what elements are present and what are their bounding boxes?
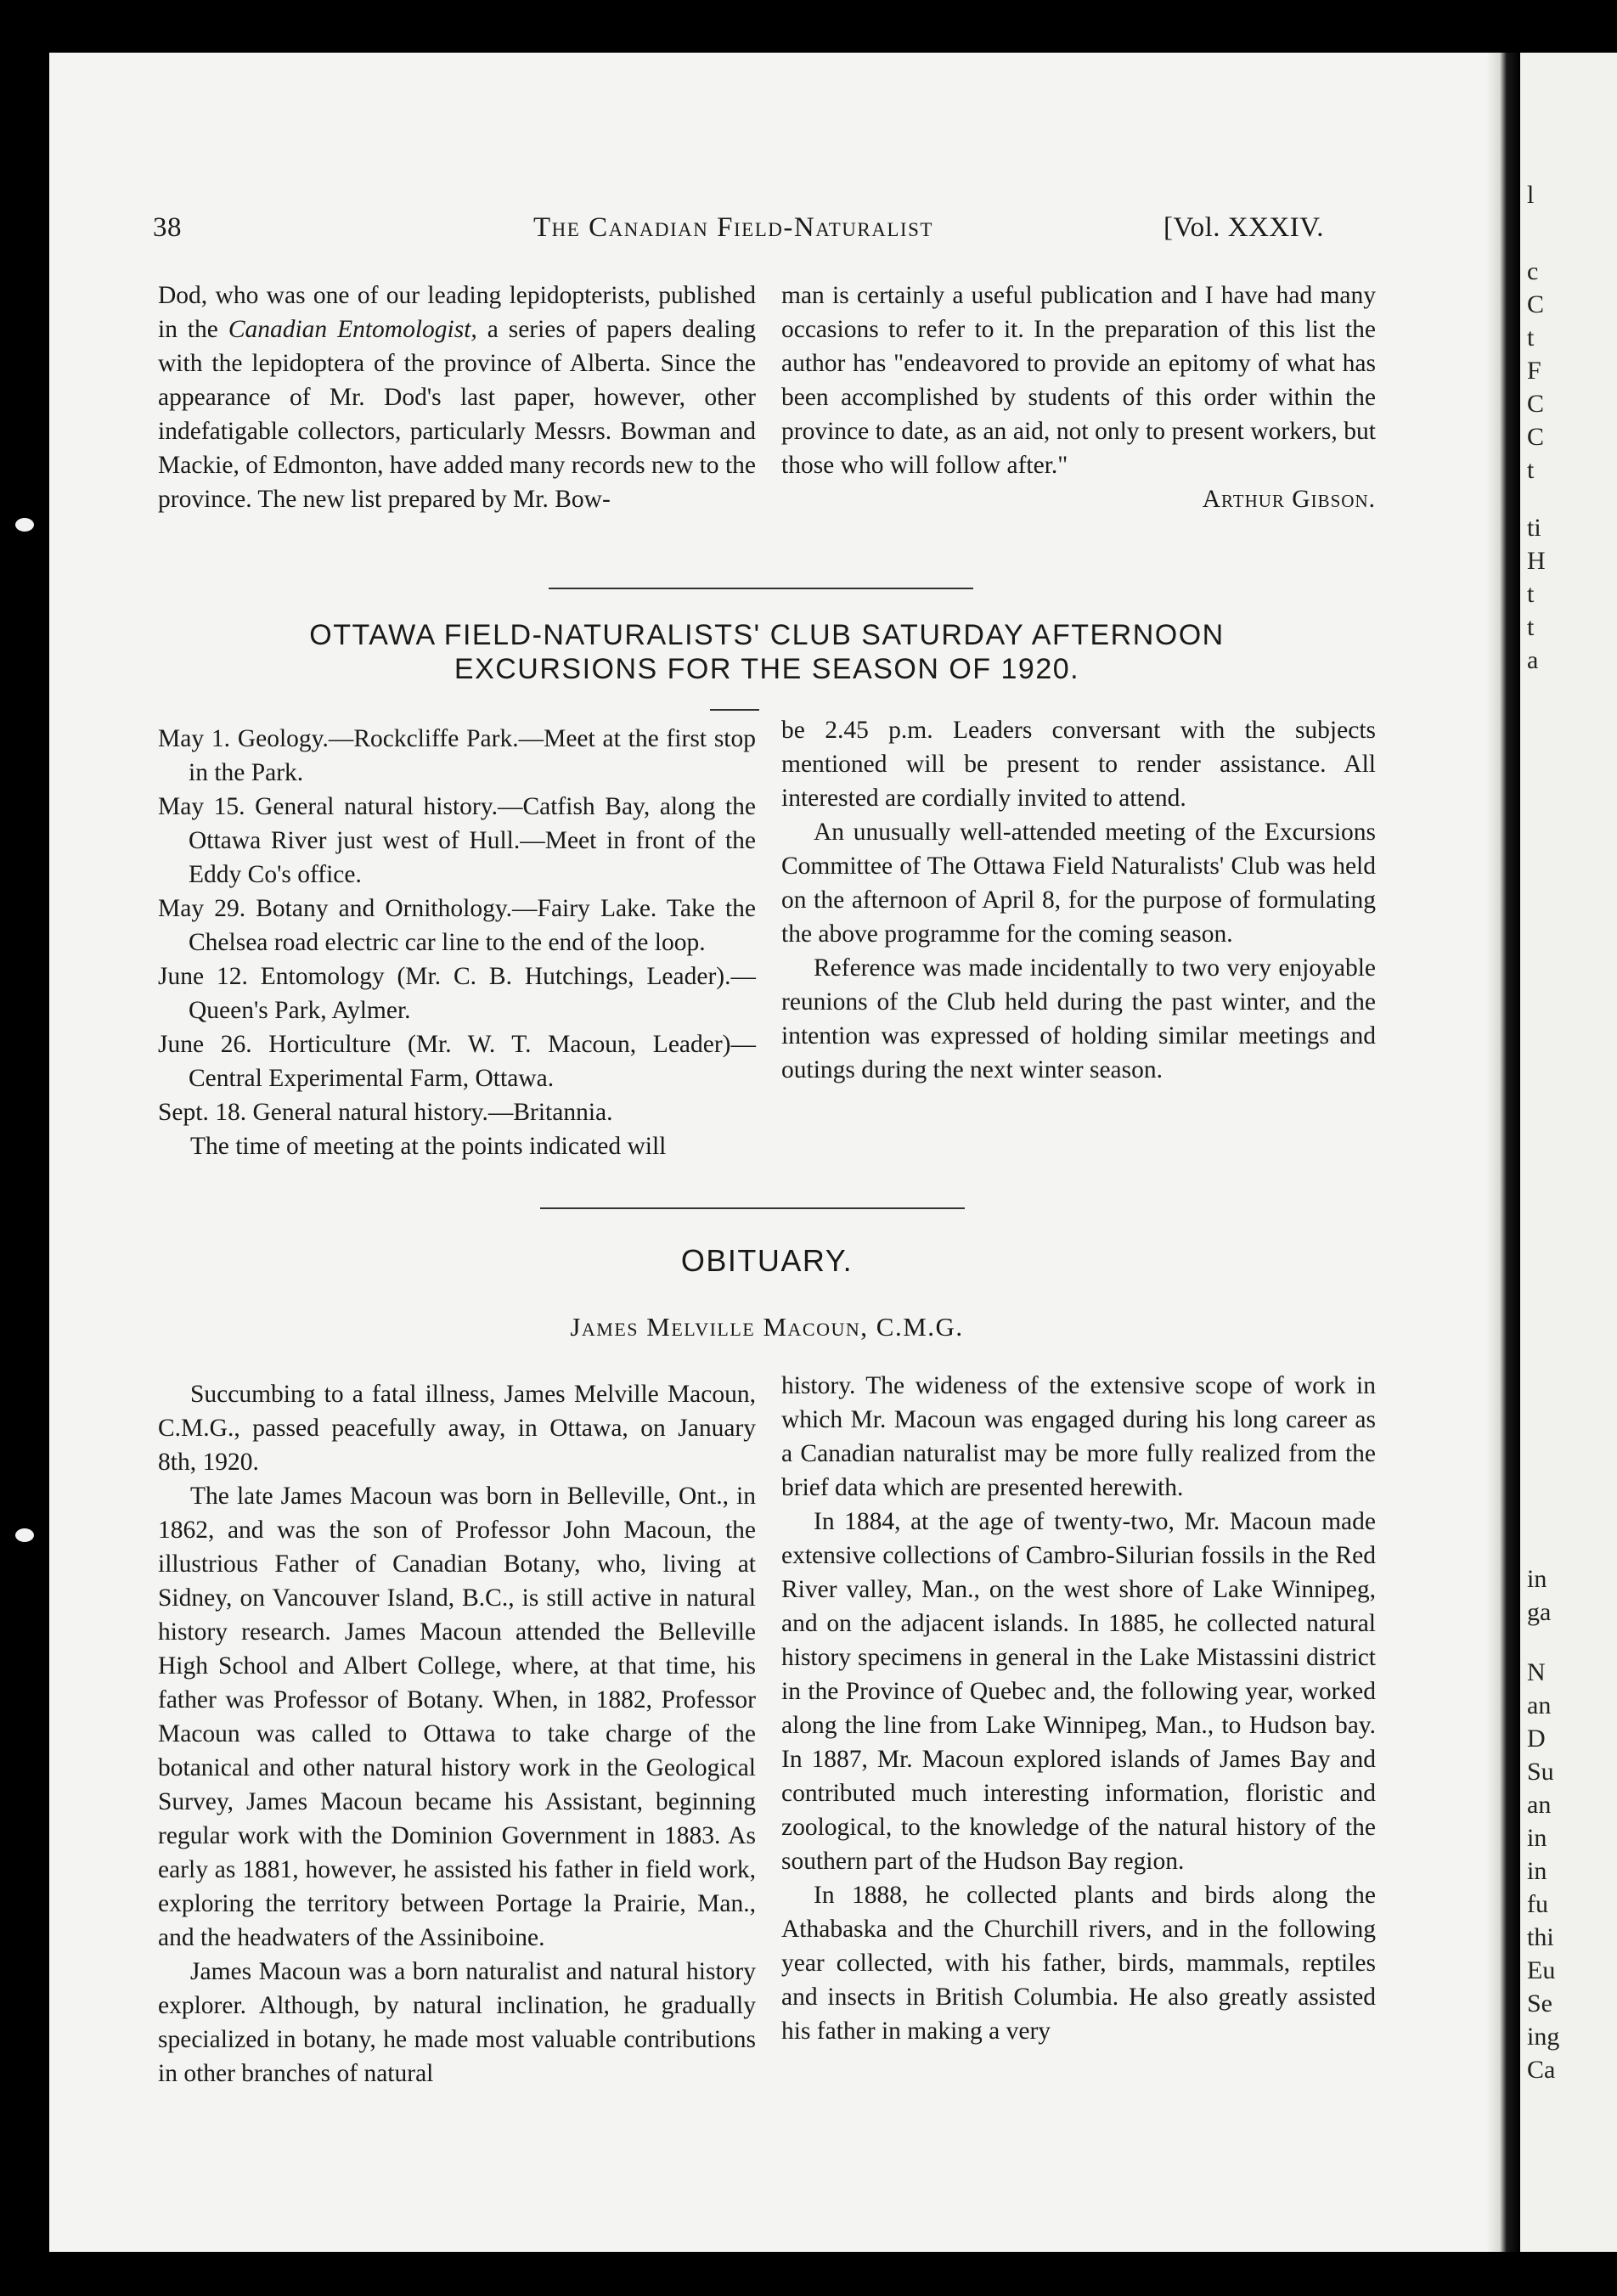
next-page-edge	[1520, 53, 1617, 2252]
next-page-fragment: H	[1527, 547, 1546, 575]
next-page-fragment: thi	[1527, 1923, 1554, 1951]
column-start-rule	[710, 709, 759, 711]
scan-mark	[15, 1528, 34, 1542]
next-page-fragment: ti	[1527, 514, 1541, 542]
intro-text-a: Dod, who was one of our leading lepidopterists, published in the	[158, 282, 756, 343]
excursions-right-column	[781, 713, 1376, 1087]
next-page-fragment: Eu	[1527, 1956, 1556, 1984]
obituary-paragraph: In 1884, at the age of twenty-two, Mr. Macoun made extensive collections of Cambro-Silurian fossils in the Red River valley, Man., on the west shore of Lake Winnipeg, and on the adjacent islands. In 1885, he collected natural history specimens in general in the Lake Mistassini district in the Province of Quebec and, the following year, worked along the line from Lake Winnipeg, Man., to Hudson bay. In 1887, Mr. Macoun explored islands of James Bay and contributed much interesting information, floristic and zoological, to the knowledge of the natural history of the southern part of the Hudson Bay region.	[781, 1508, 1376, 1875]
time-note-end: be 2.45 p.m. Leaders conversant with the subjects mentioned will be present to render assistance. All interested are cordially invited to attend.	[781, 717, 1376, 812]
excursions-title-line1: OTTAWA FIELD-NATURALISTS' CLUB SATURDAY AFTERNOON	[309, 619, 1225, 651]
obituary-paragraph: In 1888, he collected plants and birds along the Athabaska and the Churchill rivers, and in the following year collected, with his father, birds, mammals, reptiles and insects in British Columbia. He also greatly assisted his father in making a very	[781, 1882, 1376, 2045]
obituary-paragraph: history. The wideness of the extensive scope of work in which Mr. Macoun was engaged during his long career as a Canadian naturalist may be more fully realized from the brief data which are presented herewith.	[781, 1372, 1376, 1501]
time-note-start: The time of meeting at the points indicated will	[190, 1133, 667, 1160]
intro-right-column	[781, 279, 1376, 516]
next-page-fragment: an	[1527, 1691, 1552, 1719]
next-page-fragment: an	[1527, 1791, 1552, 1819]
excursion-item: June 26. Horticulture (Mr. W. T. Macoun, Leader)—Central Experimental Farm, Ottawa.	[158, 1031, 756, 1092]
intro-left-column	[158, 279, 756, 516]
meeting-paragraph: An unusually well-attended meeting of the Excursions Committee of The Ottawa Field Naturalists' Club was held on the afternoon of April 8, for the purpose of formulating the above programme for the coming season.	[781, 819, 1376, 948]
scan-mark	[15, 518, 34, 532]
section-divider	[549, 588, 973, 589]
journal-title: The Canadian Field-Naturalist	[533, 212, 933, 243]
next-page-fragment: t	[1527, 324, 1535, 352]
obituary-right-column	[781, 1369, 1376, 2048]
excursions-title-line2: EXCURSIONS FOR THE SEASON OF 1920.	[454, 653, 1080, 685]
next-page-fragment: C	[1527, 423, 1545, 451]
intro-right-text: man is certainly a useful publication and I have had many occasions to refer to it. In the preparation of this list the author has "endeavored to provide an epitomy of what has been accomplished by students of this order within the province to date, as an aid, not only to present workers, but those who will follow after."	[781, 282, 1376, 479]
next-page-fragment: C	[1527, 290, 1545, 318]
excursions-left-column	[158, 722, 756, 1163]
next-page-fragment: ing	[1527, 2023, 1560, 2051]
journal-citation: Canadian Entomologist,	[228, 316, 477, 343]
next-page-fragment: N	[1527, 1658, 1546, 1686]
next-page-fragment: F	[1527, 357, 1541, 385]
next-page-fragment: t	[1527, 580, 1535, 608]
obituary-paragraph: The late James Macoun was born in Belleville, Ont., in 1862, and was the son of Professor John Macoun, the illustrious Father of Canadian Botany, who, living at Sidney, on Vancouver Island, B.C., is still active in natural history research. James Macoun attended the Belleville High School and Albert College, where, at that time, his father was Professor of Botany. When, in 1882, Professor Macoun was called to Ottawa to take charge of the botanical and other natural history work in the Geological Survey, James Macoun became his Assistant, beginning regular work with the Dominion Government in 1883. As early as 1881, however, he assisted his father in field work, exploring the territory between Portage la Prairie, Man., and the headwaters of the Assiniboine.	[158, 1483, 756, 1951]
next-page-fragment: in	[1527, 1857, 1547, 1885]
obituary-paragraph: James Macoun was a born naturalist and natural history explorer. Although, by natural inclination, he gradually specialized in botany, he made most valuable contributions in other branches of natural	[158, 1958, 756, 2087]
obituary-left-column	[158, 1377, 756, 2091]
next-page-fragment: c	[1527, 257, 1539, 285]
section-divider	[540, 1207, 965, 1209]
excursion-item: June 12. Entomology (Mr. C. B. Hutchings, Leader).—Queen's Park, Aylmer.	[158, 963, 756, 1024]
author-signature: Arthur Gibson.	[1202, 486, 1376, 513]
volume-label: [Vol. XXXIV.	[1163, 212, 1325, 243]
page-gutter	[1486, 53, 1520, 2252]
next-page-fragment: D	[1527, 1725, 1546, 1753]
excursion-item: May 15. General natural history.—Catfish Bay, along the Ottawa River just west of Hull.—Meet in front of the Eddy Co's office.	[158, 793, 756, 888]
intro-text-b: a series of papers dealing with the lepidoptera of the province of Alberta. Since the appearance of Mr. Dod's last paper, however, other indefatigable collectors, particularly Messrs. Bowman and Mackie, of Edmonton, have added many records new to the province. The new list prepared by Mr. Bow-	[158, 316, 756, 513]
excursions-title	[158, 618, 1376, 686]
reference-paragraph: Reference was made incidentally to two very enjoyable reunions of the Club held during the past winter, and the intention was expressed of holding similar meetings and outings during the next winter season.	[781, 954, 1376, 1083]
next-page-fragment: fu	[1527, 1890, 1548, 1918]
obituary-subtitle: James Melville Macoun, C.M.G.	[570, 1312, 964, 1342]
next-page-fragment: C	[1527, 390, 1545, 418]
next-page-fragment: Su	[1527, 1758, 1554, 1786]
next-page-fragment: ga	[1527, 1598, 1552, 1626]
next-page-fragment: t	[1527, 613, 1535, 641]
next-page-fragment: in	[1527, 1565, 1547, 1593]
next-page-fragment: Se	[1527, 1989, 1552, 2017]
next-page-fragment: in	[1527, 1824, 1547, 1852]
next-page-fragment: a	[1527, 646, 1539, 674]
next-page-fragment: Ca	[1527, 2056, 1556, 2084]
next-page-fragment: t	[1527, 456, 1535, 484]
excursion-item: May 1. Geology.—Rockcliffe Park.—Meet at the first stop in the Park.	[158, 725, 756, 786]
excursion-item: Sept. 18. General natural history.—Britannia.	[158, 1099, 613, 1126]
obituary-paragraph: Succumbing to a fatal illness, James Melville Macoun, C.M.G., passed peacefully away, in Ottawa, on January 8th, 1920.	[158, 1381, 756, 1476]
intro-left-text	[158, 279, 756, 516]
excursion-item: May 29. Botany and Ornithology.—Fairy Lake. Take the Chelsea road electric car line to the end of the loop.	[158, 895, 756, 956]
page-number: 38	[153, 212, 182, 243]
next-page-fragment: l	[1527, 181, 1535, 209]
obituary-title: OBITUARY.	[680, 1243, 854, 1278]
